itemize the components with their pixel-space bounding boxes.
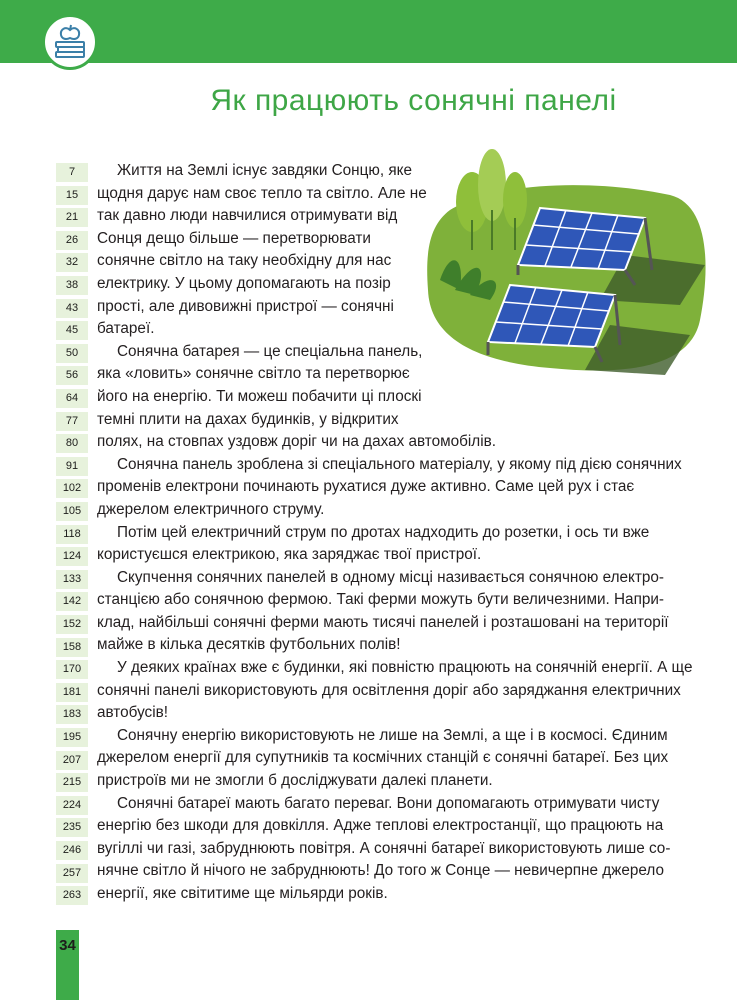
line-number: 32 bbox=[56, 253, 88, 272]
line-number: 64 bbox=[56, 389, 88, 408]
line-number: 158 bbox=[56, 638, 88, 657]
line-number: 235 bbox=[56, 818, 88, 837]
paragraph: Сонячні батареї мають багато переваг. Вони допомагають отримувати чисту енергію без шкоди для довкілля. Адже теплові електростанції, що працюють на вугіллі чи газі, забруднюють повітря. А сонячні батареї використовують лише сонячне світло й нічого не забруднюють! До того ж Сонце — невичерпне джерело енергії, яке світитиме ще мільярди років. bbox=[97, 794, 671, 902]
paragraph: Сонячна батарея — це спеціальна панель, яка «ловить» сонячне світло та перетворює його на енергію. Ти можеш побачити ці плоскі темні плити на дахах будинків, у відкритих полях, на стовпах уздовж доріг чи на дахах автомобілів. bbox=[97, 342, 496, 451]
line-number: 7 bbox=[56, 163, 88, 182]
line-number: 207 bbox=[56, 751, 88, 770]
line-number: 56 bbox=[56, 366, 88, 385]
line-number: 77 bbox=[56, 412, 88, 431]
line-number: 21 bbox=[56, 208, 88, 227]
line-number: 215 bbox=[56, 773, 88, 792]
line-number: 105 bbox=[56, 502, 88, 521]
line-number: 152 bbox=[56, 615, 88, 634]
line-number: 124 bbox=[56, 547, 88, 566]
line-number: 257 bbox=[56, 864, 88, 883]
line-number: 45 bbox=[56, 321, 88, 340]
line-number: 102 bbox=[56, 479, 88, 498]
line-number: 15 bbox=[56, 186, 88, 205]
line-number: 170 bbox=[56, 660, 88, 679]
line-number: 91 bbox=[56, 457, 88, 476]
paragraph: У деяких країнах вже є будинки, які повністю працюють на сонячній енергії. А ще сонячні панелі використовують для освітлення доріг або заряджання електричних автобусів! bbox=[97, 659, 693, 722]
line-number: 43 bbox=[56, 299, 88, 318]
books-apple-icon bbox=[42, 14, 98, 70]
line-number: 183 bbox=[56, 705, 88, 724]
line-number: 246 bbox=[56, 841, 88, 860]
paragraph: Потім цей електричний струм по дротах надходить до розетки, і ось ти вже користуєшся електрикою, яка заряджає твої пристрої. bbox=[97, 523, 650, 564]
line-number: 263 bbox=[56, 886, 88, 905]
line-number: 142 bbox=[56, 592, 88, 611]
line-number: 38 bbox=[56, 276, 88, 295]
line-number: 118 bbox=[56, 525, 88, 544]
line-number: 80 bbox=[56, 434, 88, 453]
paragraph: Життя на Землі існує завдяки Сонцю, яке щодня дарує нам своє тепло та світло. Але не так давно люди навчилися отримувати від Сонця дещо більше — перетворювати сонячне світло на таку необхідну для нас електрику. У цьому допомагають на позір прості, але дивовижні пристрої — сонячні батареї. bbox=[97, 162, 427, 338]
paragraph: Сонячна панель зроблена зі спеціального матеріалу, у якому під дією сонячних променів електрони починають рухатися дуже активно. Саме цей рух і стає джерелом електричного струму. bbox=[97, 455, 682, 518]
paragraph: Сонячну енергію використовують не лише на Землі, а ще і в космосі. Єдиним джерелом енергії для супутників та космічних станцій є сонячні батареї. Без цих пристроїв ми не змогли б досліджувати далекі планети. bbox=[97, 726, 669, 790]
line-number: 224 bbox=[56, 796, 88, 815]
page-number: 34 bbox=[59, 937, 76, 954]
top-banner bbox=[0, 0, 737, 63]
line-number: 26 bbox=[56, 231, 88, 250]
line-number: 181 bbox=[56, 683, 88, 702]
line-number: 195 bbox=[56, 728, 88, 747]
line-number: 133 bbox=[56, 570, 88, 589]
page-title: Як працюють сонячні панелі bbox=[210, 84, 617, 117]
paragraph: Скупчення сонячних панелей в одному місці називається сонячною електростанцією або сонячною фермою. Такі ферми можуть бути величезними. Наприклад, найбільші сонячні ферми мають тисячі панелей і розташовані на території майже в кілька десятків футбольних полів! bbox=[97, 568, 669, 654]
line-number: 50 bbox=[56, 344, 88, 363]
article-body bbox=[97, 160, 693, 906]
